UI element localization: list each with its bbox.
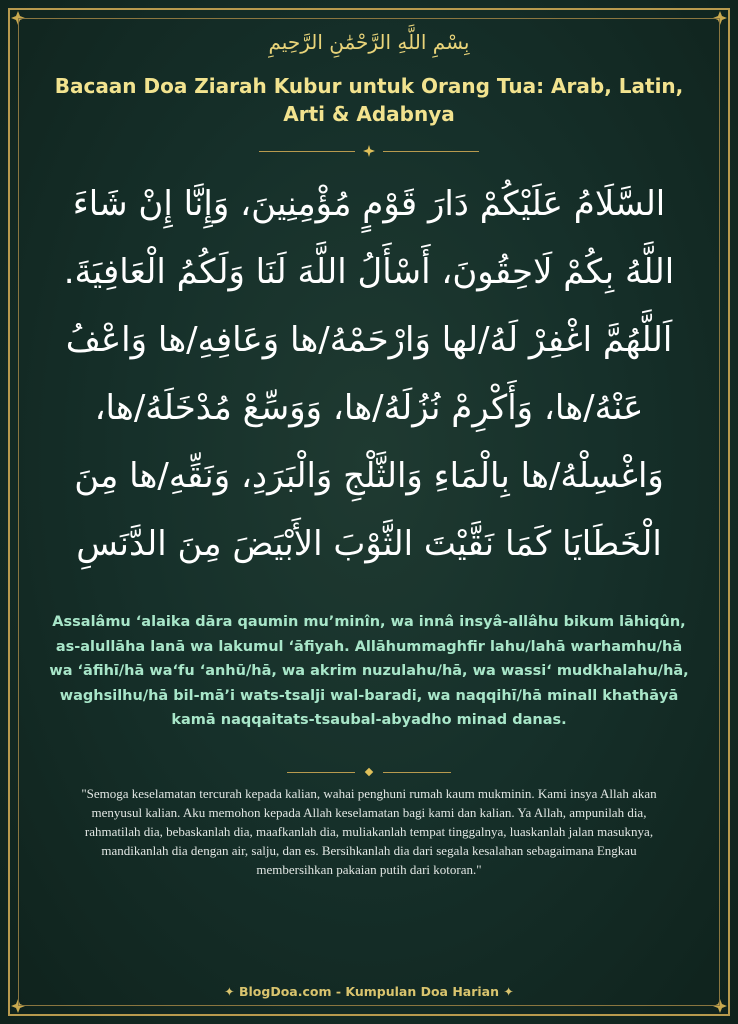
title-divider [0, 145, 738, 157]
translation-text: "Semoga keselamatan tercurah kepada kalian, wahai penghuni rumah kaum mukminin. Kami insya Allah akan menyusul kalian. Aku memohon kepada Allah keselamatan bagi kami dan kalian. Ya Allah, ampunilah dia, rahmatilah dia, bebaskanlah dia, maafkanlah dia, muliakanlah tempat tinggalnya, luaskanlah jalan masuknya, mandikanlah dia dengan air, salju, dan es. Bersihkanlah dia dari segala kesalahan sebagaimana Engkau membersihkan pakaian putih dari kotoran." [81, 786, 657, 877]
translation-divider [0, 766, 738, 778]
page-title: Bacaan Doa Ziarah Kubur untuk Orang Tua: Arab, Latin, Arti & Adabnya [54, 74, 684, 126]
footer-credit: ✦ BlogDoa.com - Kumpulan Doa Harian ✦ [224, 984, 514, 999]
latin-transliteration: Assalâmu ‘alaika dāra qaumin mu’minîn, wa innâ insyâ-allâhu bikum lāhiqûn, as-alullāha lanā wa lakumul ‘āfiyah. Allāhummaghfir lahu/lahā warhamhu/hā wa ‘āfihī/hā wa‘fu ‘anhū/hā, wa akrim nuzulahu/hā, wa wassi‘ mudkhalahu/hā, waghsilhu/hā bil-mā’i wats-tsalji wal-baradi, wa naqqihī/hā minall khathāyā kamā naqqaitats-tsaubal-abyadho minad danas. [49, 614, 689, 728]
star-ornament-icon [363, 145, 375, 157]
basmalah: بِسْمِ اللَّهِ الرَّحْمَٰنِ الرَّحِيمِ [268, 30, 470, 54]
star-ornament-icon [363, 766, 375, 778]
arabic-prayer-text: السَّلَامُ عَلَيْكُمْ دَارَ قَوْمٍ مُؤْمِنِينَ، وَإِنَّا إِنْ شَاءَ اللَّهُ بِكُمْ لَاحِقُونَ، أَسْأَلُ اللَّهَ لَنَا وَلَكُمُ الْعَافِيَةَ. اَللَّهُمَّ اغْفِرْ لَهُ/لها وَارْحَمْهُ/ها وَعَافِهِ/ها وَاعْفُ عَنْهُ/ها، وَأَكْرِمْ نُزُلَهُ/ها، وَوَسِّعْ مُدْخَلَهُ/ها، وَاغْسِلْهُ/ها بِالْمَاءِ وَالثَّلْجِ وَالْبَرَدِ، وَنَقِّهِ/ها مِنَ الْخَطَايَا كَمَا نَقَّيْتَ الثَّوْبَ الأَبْيَضَ مِنَ الدَّنَسِ [63, 184, 675, 564]
